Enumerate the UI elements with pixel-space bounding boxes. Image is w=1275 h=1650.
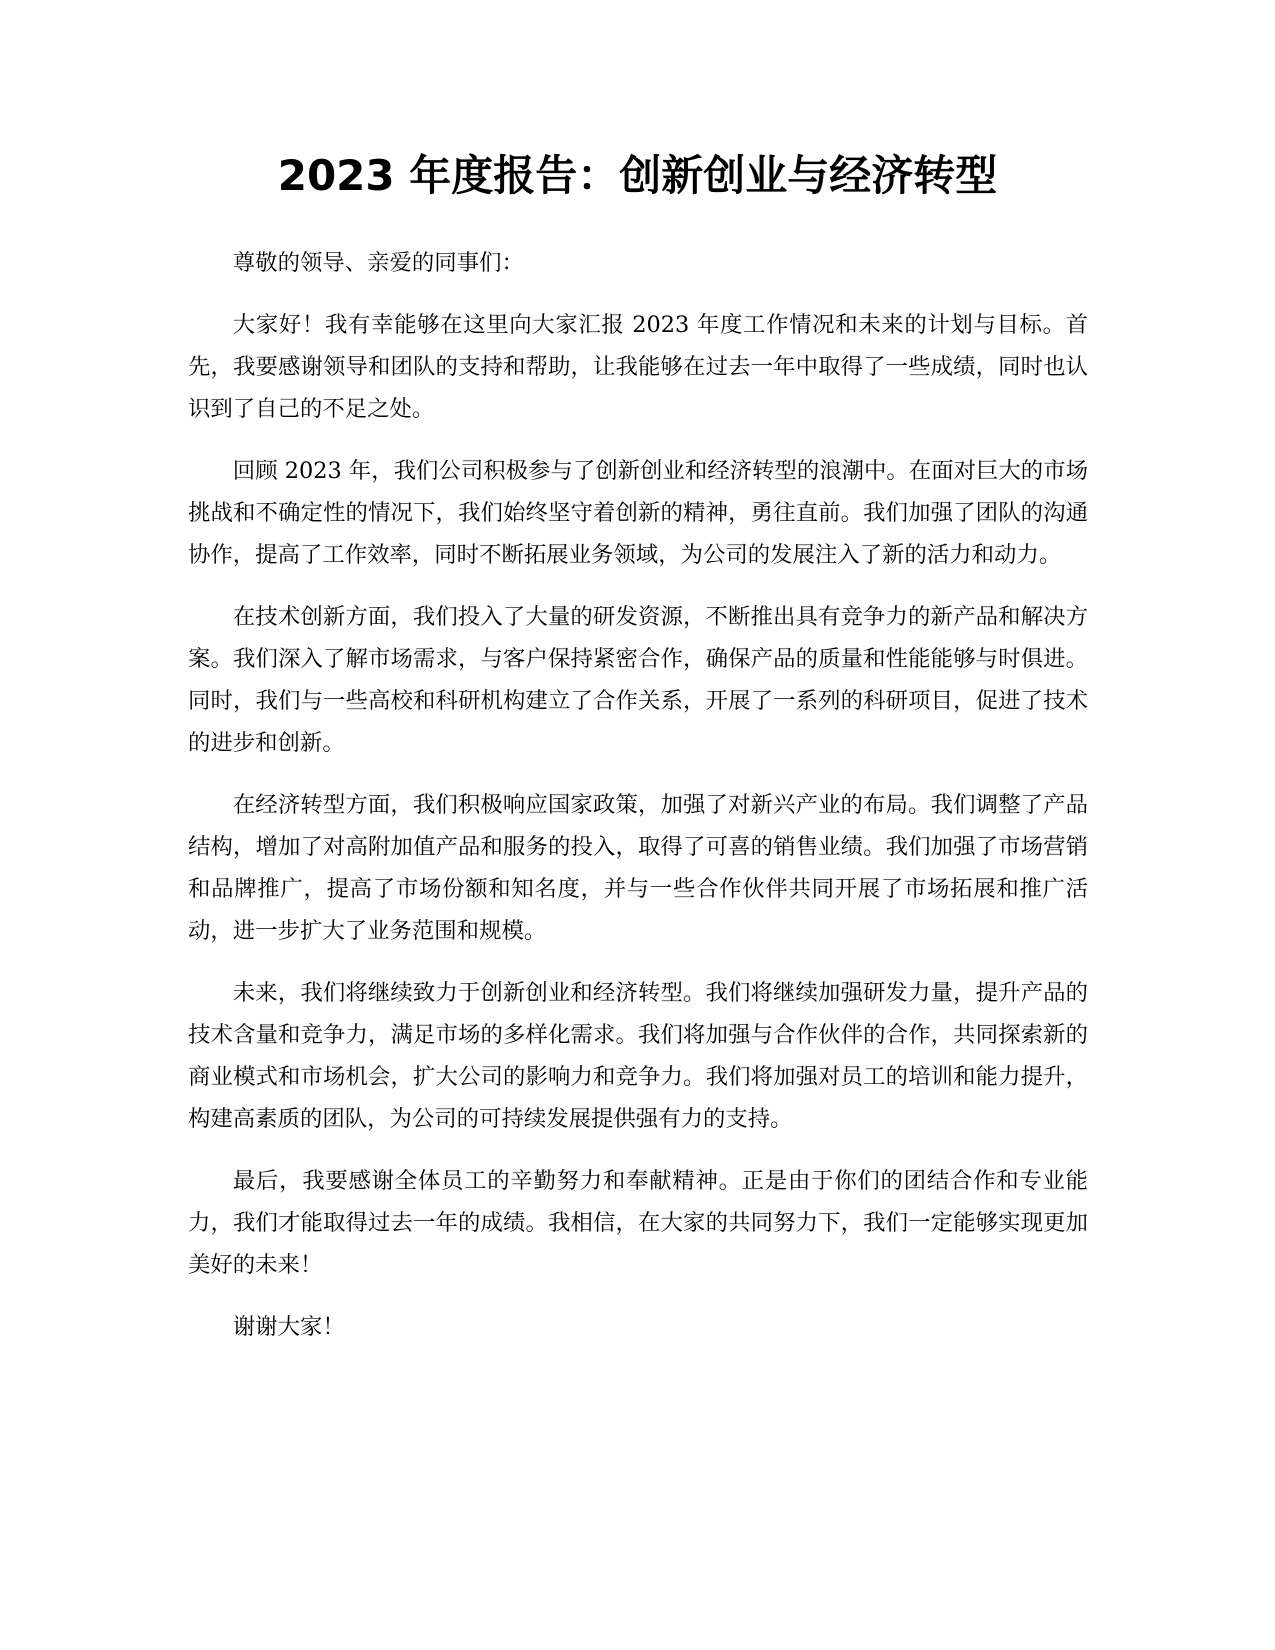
paragraph-greeting: 大家好！我有幸能够在这里向大家汇报 2023 年度工作情况和未来的计划与目标。首先，我要感谢领导和团队的支持和帮助，让我能够在过去一年中取得了一些成绩，同时也认识到了自己的不足之处。 <box>188 312 1088 422</box>
document-title: 2023 年度报告：创新创业与经济转型 <box>277 151 998 200</box>
paragraph-thanks: 最后，我要感谢全体员工的辛勤努力和奉献精神。正是由于你们的团结合作和专业能力，我们才能取得过去一年的成绩。我相信，在大家的共同努力下，我们一定能够实现更加美好的未来！ <box>188 1168 1088 1278</box>
paragraph-review: 回顾 2023 年，我们公司积极参与了创新创业和经济转型的浪潮中。在面对巨大的市场挑战和不确定性的情况下，我们始终坚守着创新的精神，勇往直前。我们加强了团队的沟通协作，提高了工作效率，同时不断拓展业务领域，为公司的发展注入了新的活力和动力。 <box>188 458 1088 568</box>
paragraph-technology: 在技术创新方面，我们投入了大量的研发资源，不断推出具有竞争力的新产品和解决方案。我们深入了解市场需求，与客户保持紧密合作，确保产品的质量和性能能够与时俱进。同时，我们与一些高校和科研机构建立了合作关系，开展了一系列的科研项目，促进了技术的进步和创新。 <box>188 604 1088 756</box>
salutation: 尊敬的领导、亲爱的同事们： <box>232 250 524 276</box>
paragraph-economy: 在经济转型方面，我们积极响应国家政策，加强了对新兴产业的布局。我们调整了产品结构，增加了对高附加值产品和服务的投入，取得了可喜的销售业绩。我们加强了市场营销和品牌推广，提高了市场份额和知名度，并与一些合作伙伴共同开展了市场拓展和推广活动，进一步扩大了业务范围和规模。 <box>188 792 1088 944</box>
closing: 谢谢大家！ <box>232 1314 345 1340</box>
paragraph-future: 未来，我们将继续致力于创新创业和经济转型。我们将继续加强研发力量，提升产品的技术含量和竞争力，满足市场的多样化需求。我们将加强与合作伙伴的合作，共同探索新的商业模式和市场机会，扩大公司的影响力和竞争力。我们将加强对员工的培训和能力提升，构建高素质的团队，为公司的可持续发展提供强有力的支持。 <box>188 980 1088 1132</box>
document-body <box>188 242 1088 1368</box>
